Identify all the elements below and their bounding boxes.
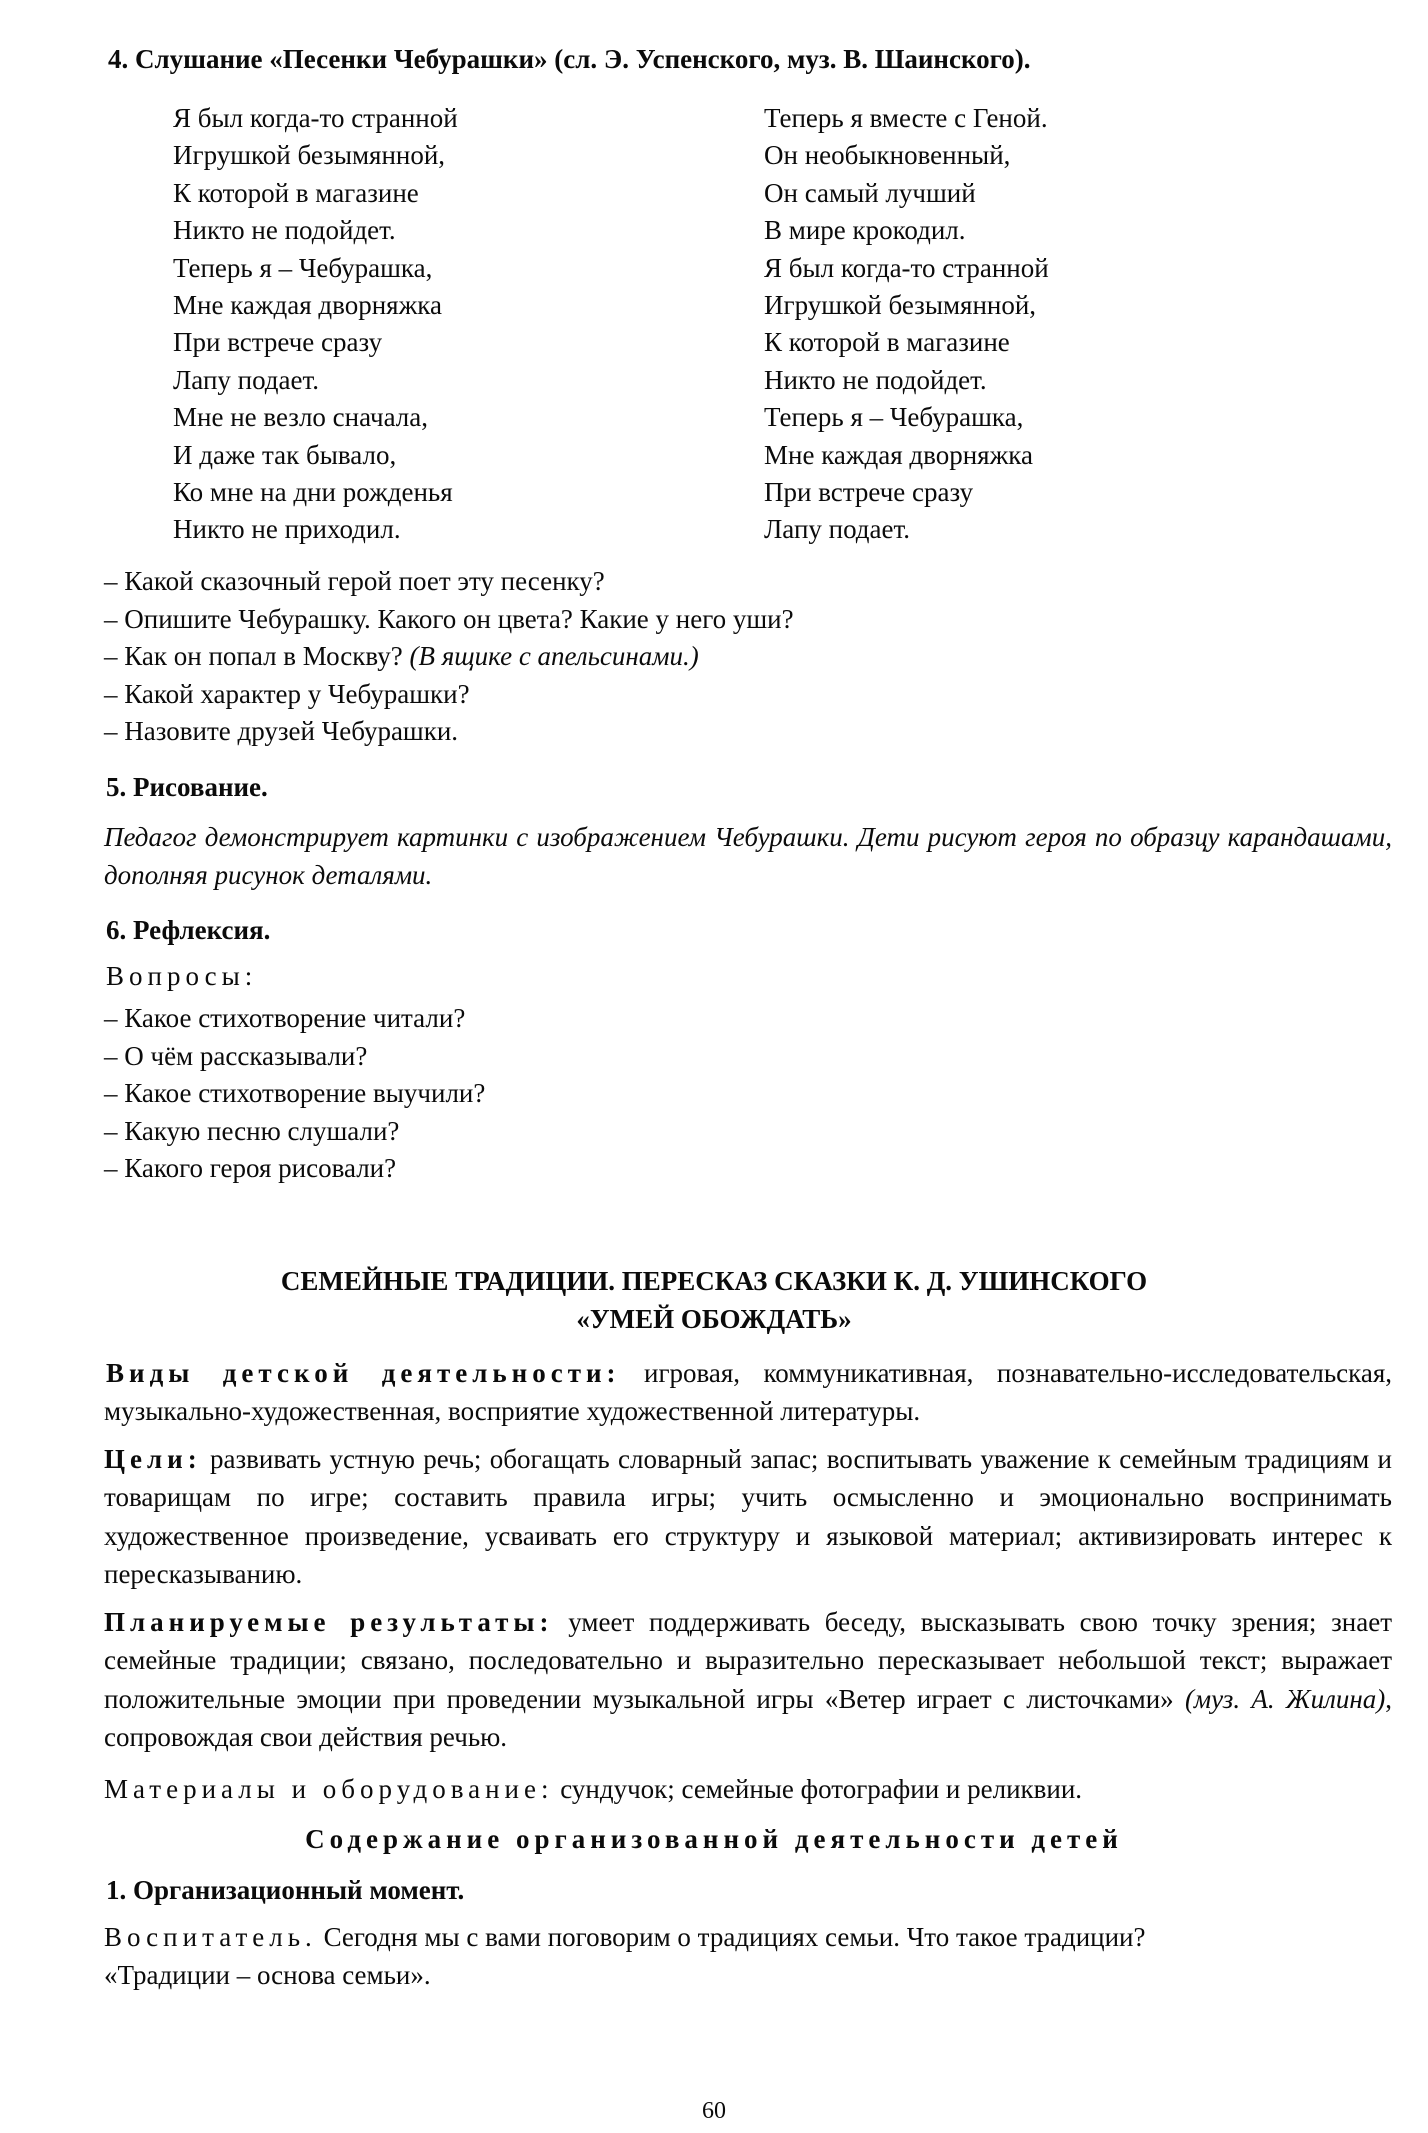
reflection-questions-list xyxy=(104,1000,485,1188)
reflection-label-block xyxy=(106,958,257,996)
lyric-line: Никто не подойдет. xyxy=(173,215,396,246)
section-5-title: 5. Рисование. xyxy=(106,772,268,802)
question-item: – Какого героя рисовали? xyxy=(104,1153,397,1184)
lyric-line: Никто не приходил. xyxy=(173,514,401,545)
lyric-line: Мне каждая дворняжка xyxy=(173,289,442,320)
lyric-line: Ко мне на дни рожденья xyxy=(173,476,453,507)
materials-paragraph xyxy=(104,1770,1392,1808)
section-5-text: Педагог демонстрирует картинки с изображением Чебурашки. Дети рисуют героя по образцу карандашами, дополняя рисунок деталями. xyxy=(104,822,1392,891)
section-6-title: 6. Рефлексия. xyxy=(106,915,271,945)
question-item: – Какую песню слушали? xyxy=(104,1115,400,1146)
questions-label: Вопросы: xyxy=(106,961,258,991)
activities-paragraph xyxy=(104,1354,1392,1431)
lyric-line: К которой в магазине xyxy=(173,177,419,208)
page-number: 60 xyxy=(702,2098,726,2124)
lyric-line: Игрушкой безымянной, xyxy=(173,140,446,171)
lyric-line: Теперь я – Чебурашка, xyxy=(173,252,433,283)
question-item: – Опишите Чебурашку. Какого он цвета? Какие у него уши? xyxy=(104,603,794,634)
question-item: – Какое стихотворение выучили? xyxy=(104,1078,486,1109)
section-4-title: 4. Слушание «Песенки Чебурашки» (сл. Э. Успенского, муз. В. Шаинского). xyxy=(108,44,1031,74)
lyric-line: Он необыкновенный, xyxy=(764,140,1011,171)
song-lyrics-right-column xyxy=(764,100,1049,549)
question-text: – Как он попал в Москву? xyxy=(104,641,410,672)
results-paragraph xyxy=(104,1603,1392,1757)
results-composer-note: (муз. А. Жилина) xyxy=(1184,1683,1386,1714)
lesson-heading-line-1: СЕМЕЙНЫЕ ТРАДИЦИИ. ПЕРЕСКАЗ СКАЗКИ К. Д. УШИНСКОГО xyxy=(280,1266,1148,1296)
song-lyrics-left-column xyxy=(173,100,458,549)
lyric-line: Лапу подает. xyxy=(764,514,911,545)
lyric-line: И даже так бывало, xyxy=(173,439,397,470)
question-item: – Какой характер у Чебурашки? xyxy=(104,678,470,709)
activities-label: Виды детской деятельности: xyxy=(106,1358,621,1388)
tradition-quote: «Традиции – основа семьи». xyxy=(104,1960,431,1990)
lyric-line: К которой в магазине xyxy=(764,327,1010,358)
results-label: Планируемые результаты: xyxy=(104,1607,554,1637)
question-item xyxy=(104,638,794,676)
goals-label: Цели: xyxy=(104,1444,202,1474)
lyric-line: Игрушкой безымянной, xyxy=(764,289,1037,320)
materials-text: сундучок; семейные фотографии и реликвии. xyxy=(553,1774,1083,1804)
materials-label: Материалы и оборудование: xyxy=(104,1774,554,1804)
question-item: – Какое стихотворение читали? xyxy=(104,1003,466,1033)
lyric-line: Мне не везло сначала, xyxy=(173,402,429,433)
goals-text: развивать устную речь; обогащать словарный запас; воспитывать уважение к семейным традициям и товарищам по игре; составить правила игры; учить осмысленно и эмоционально воспринимать художественное произведение, усваивать его структуру и языковой материал; активизировать интерес к пересказыванию. xyxy=(104,1444,1392,1590)
content-title: Содержание организованной деятельности детей xyxy=(305,1824,1123,1854)
results-text-1: умеет поддерживать беседу, высказывать свою точку зрения; знает семейные традиции; связано, последовательно и выразительно пересказывает небольшой текст; выражает положительные эмоции при проведении музыкальной игры «Ветер играет с листочками» xyxy=(104,1607,1392,1714)
teacher-text: Сегодня мы с вами поговорим о традициях семьи. Что такое традиции? xyxy=(316,1922,1146,1952)
activities-text: игровая, коммуникативная, познавательно-исследовательская, музыкально-художественная, восприятие художественной литературы. xyxy=(104,1358,1392,1427)
question-item: – Назовите друзей Чебурашки. xyxy=(104,716,459,747)
lyric-line: Теперь я вместе с Геной. xyxy=(764,103,1048,133)
teacher-paragraph xyxy=(104,1918,1392,1956)
lyric-line: Я был когда-то странной xyxy=(173,103,458,133)
goals-paragraph xyxy=(104,1440,1392,1594)
lyric-line: Лапу подает. xyxy=(173,364,320,395)
question-item: – О чём рассказывали? xyxy=(104,1040,368,1071)
lyric-line: Никто не подойдет. xyxy=(764,364,987,395)
lyric-line: Я был когда-то странной xyxy=(764,252,1049,283)
org-moment-title: 1. Организационный момент. xyxy=(106,1875,465,1905)
question-item: – Какой сказочный герой поет эту песенку? xyxy=(104,566,605,596)
lesson-heading-line-2: «УМЕЙ ОБОЖДАТЬ» xyxy=(576,1304,852,1334)
lyric-line: Он самый лучший xyxy=(764,177,976,208)
song-questions-list xyxy=(104,563,794,751)
lyric-line: При встрече сразу xyxy=(764,476,974,507)
teacher-label: Воспитатель. xyxy=(104,1922,317,1952)
lyric-line: При встрече сразу xyxy=(173,327,383,358)
answer-note: (В ящике с апельсинами.) xyxy=(409,641,699,672)
lesson-heading xyxy=(0,1262,1428,1338)
results-text-2: , сопровождая свои действия речью. xyxy=(104,1683,1392,1753)
lyric-line: В мире крокодил. xyxy=(764,215,966,246)
lyric-line: Теперь я – Чебурашка, xyxy=(764,402,1024,433)
lyric-line: Мне каждая дворняжка xyxy=(764,439,1033,470)
